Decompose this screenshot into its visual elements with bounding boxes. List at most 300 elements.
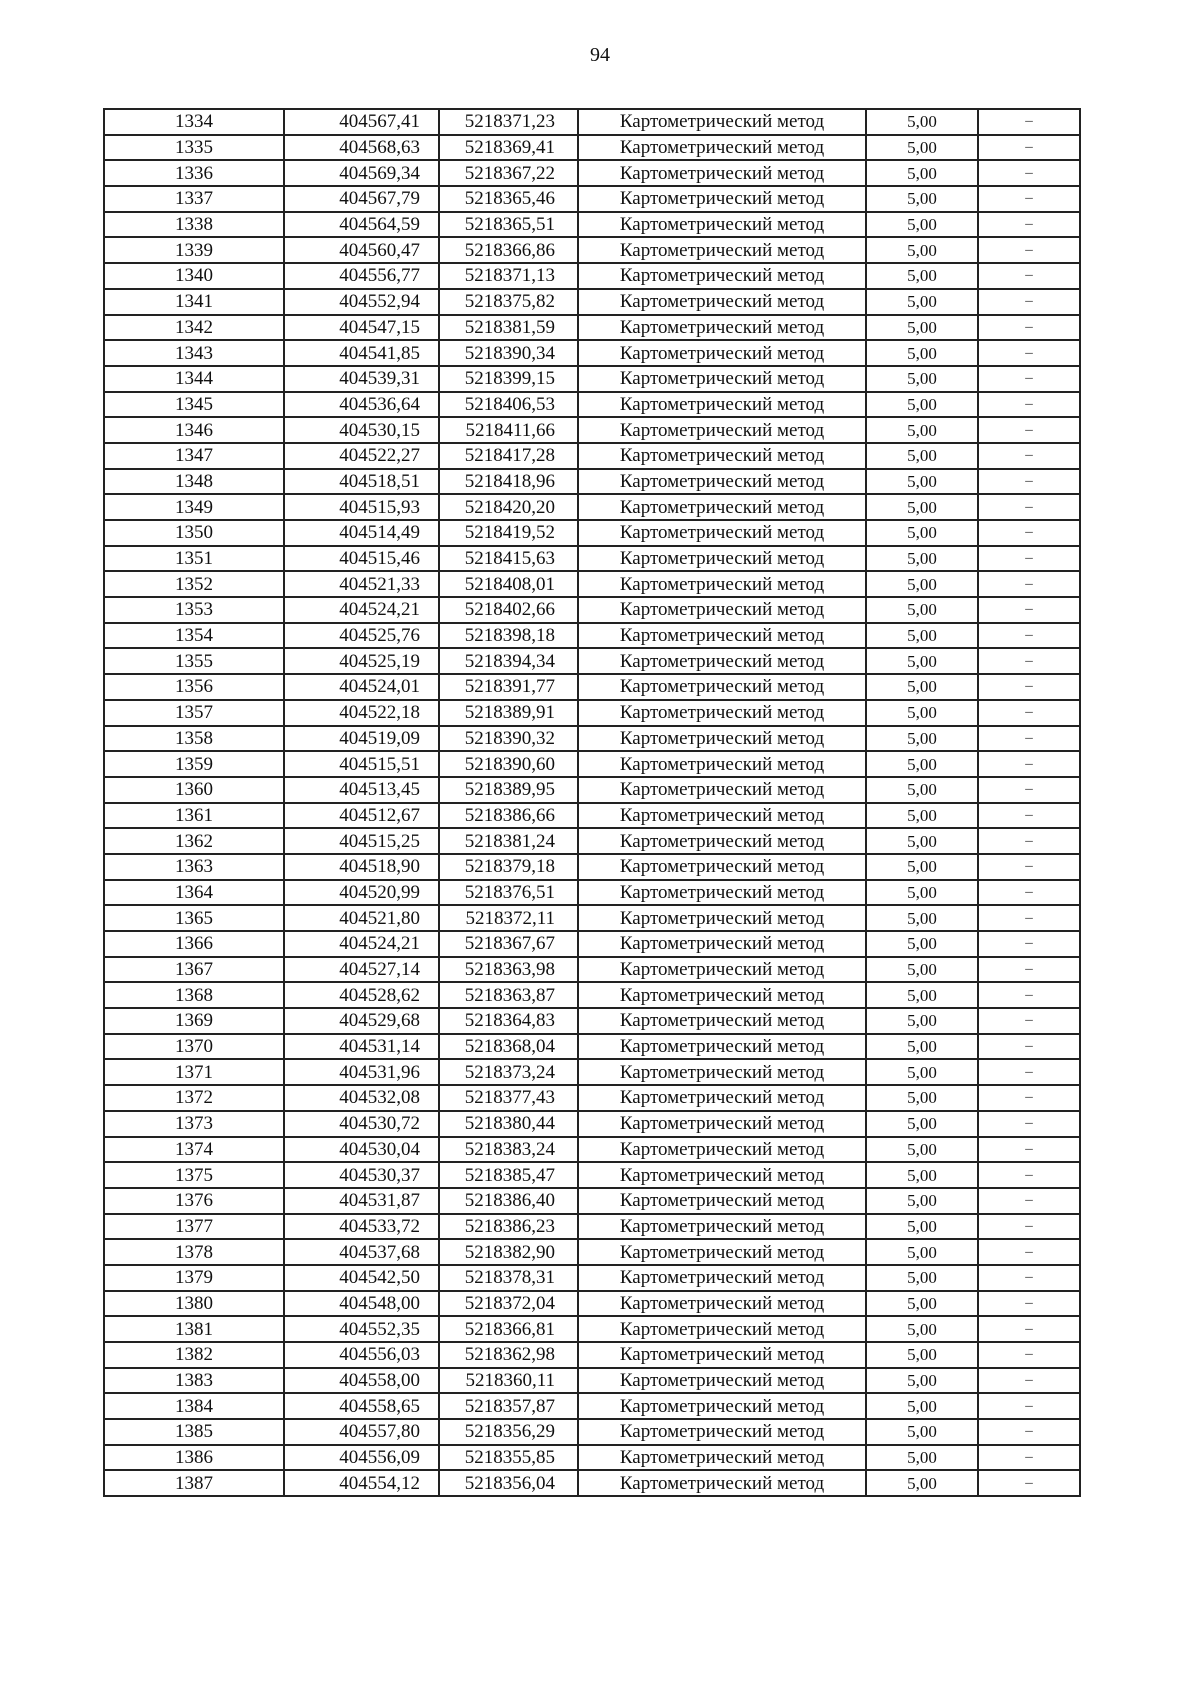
accuracy-cell: 5,00 — [866, 1085, 978, 1111]
x-coordinate-cell: 404569,34 — [284, 160, 439, 186]
method-cell: Картометрический метод — [578, 957, 866, 983]
table-row — [104, 674, 1080, 700]
note-cell: – — [978, 1085, 1080, 1111]
table-row — [104, 957, 1080, 983]
accuracy-cell: 5,00 — [866, 135, 978, 161]
y-coordinate-cell: 5218382,90 — [439, 1239, 578, 1265]
y-coordinate-cell: 5218419,52 — [439, 520, 578, 546]
method-cell: Картометрический метод — [578, 1137, 866, 1163]
x-coordinate-cell: 404515,51 — [284, 751, 439, 777]
point-number-cell: 1341 — [104, 289, 284, 315]
y-coordinate-cell: 5218379,18 — [439, 854, 578, 880]
accuracy-cell: 5,00 — [866, 1316, 978, 1342]
x-coordinate-cell: 404512,67 — [284, 803, 439, 829]
note-cell: – — [978, 520, 1080, 546]
note-cell: – — [978, 546, 1080, 572]
y-coordinate-cell: 5218394,34 — [439, 648, 578, 674]
y-coordinate-cell: 5218398,18 — [439, 623, 578, 649]
y-coordinate-cell: 5218367,67 — [439, 931, 578, 957]
table-row — [104, 1265, 1080, 1291]
x-coordinate-cell: 404557,80 — [284, 1419, 439, 1445]
method-cell: Картометрический метод — [578, 880, 866, 906]
x-coordinate-cell: 404542,50 — [284, 1265, 439, 1291]
table-row — [104, 1085, 1080, 1111]
x-coordinate-cell: 404536,64 — [284, 392, 439, 418]
note-cell: – — [978, 289, 1080, 315]
point-number-cell: 1372 — [104, 1085, 284, 1111]
note-cell: – — [978, 931, 1080, 957]
point-number-cell: 1342 — [104, 315, 284, 341]
x-coordinate-cell: 404524,01 — [284, 674, 439, 700]
table-row — [104, 880, 1080, 906]
note-cell: – — [978, 803, 1080, 829]
note-cell: – — [978, 1316, 1080, 1342]
point-number-cell: 1369 — [104, 1008, 284, 1034]
method-cell: Картометрический метод — [578, 289, 866, 315]
method-cell: Картометрический метод — [578, 1342, 866, 1368]
x-coordinate-cell: 404518,90 — [284, 854, 439, 880]
table-row — [104, 1034, 1080, 1060]
accuracy-cell: 5,00 — [866, 237, 978, 263]
accuracy-cell: 5,00 — [866, 597, 978, 623]
point-number-cell: 1383 — [104, 1368, 284, 1394]
table-row — [104, 1445, 1080, 1471]
point-number-cell: 1356 — [104, 674, 284, 700]
method-cell: Картометрический метод — [578, 520, 866, 546]
accuracy-cell: 5,00 — [866, 880, 978, 906]
table-row — [104, 623, 1080, 649]
table-row — [104, 340, 1080, 366]
page-number: 94 — [590, 44, 610, 66]
x-coordinate-cell: 404520,99 — [284, 880, 439, 906]
accuracy-cell: 5,00 — [866, 469, 978, 495]
y-coordinate-cell: 5218390,32 — [439, 726, 578, 752]
method-cell: Картометрический метод — [578, 597, 866, 623]
method-cell: Картометрический метод — [578, 1188, 866, 1214]
x-coordinate-cell: 404530,72 — [284, 1111, 439, 1137]
table-row — [104, 1419, 1080, 1445]
accuracy-cell: 5,00 — [866, 160, 978, 186]
accuracy-cell: 5,00 — [866, 109, 978, 135]
method-cell: Картометрический метод — [578, 315, 866, 341]
point-number-cell: 1381 — [104, 1316, 284, 1342]
x-coordinate-cell: 404552,35 — [284, 1316, 439, 1342]
point-number-cell: 1386 — [104, 1445, 284, 1471]
accuracy-cell: 5,00 — [866, 1291, 978, 1317]
x-coordinate-cell: 404548,00 — [284, 1291, 439, 1317]
y-coordinate-cell: 5218389,95 — [439, 777, 578, 803]
x-coordinate-cell: 404519,09 — [284, 726, 439, 752]
point-number-cell: 1338 — [104, 212, 284, 238]
y-coordinate-cell: 5218415,63 — [439, 546, 578, 572]
accuracy-cell: 5,00 — [866, 777, 978, 803]
accuracy-cell: 5,00 — [866, 1393, 978, 1419]
note-cell: – — [978, 186, 1080, 212]
note-cell: – — [978, 700, 1080, 726]
note-cell: – — [978, 597, 1080, 623]
point-number-cell: 1345 — [104, 392, 284, 418]
note-cell: – — [978, 109, 1080, 135]
x-coordinate-cell: 404522,27 — [284, 443, 439, 469]
method-cell: Картометрический метод — [578, 1239, 866, 1265]
note-cell: – — [978, 674, 1080, 700]
note-cell: – — [978, 1034, 1080, 1060]
accuracy-cell: 5,00 — [866, 674, 978, 700]
y-coordinate-cell: 5218383,24 — [439, 1137, 578, 1163]
table-row — [104, 1470, 1080, 1496]
method-cell: Картометрический метод — [578, 109, 866, 135]
note-cell: – — [978, 648, 1080, 674]
x-coordinate-cell: 404560,47 — [284, 237, 439, 263]
point-number-cell: 1344 — [104, 366, 284, 392]
note-cell: – — [978, 263, 1080, 289]
y-coordinate-cell: 5218381,59 — [439, 315, 578, 341]
table-row — [104, 726, 1080, 752]
method-cell: Картометрический метод — [578, 777, 866, 803]
table-row — [104, 803, 1080, 829]
x-coordinate-cell: 404530,04 — [284, 1137, 439, 1163]
note-cell: – — [978, 1419, 1080, 1445]
method-cell: Картометрический метод — [578, 1393, 866, 1419]
method-cell: Картометрический метод — [578, 623, 866, 649]
x-coordinate-cell: 404525,19 — [284, 648, 439, 674]
method-cell: Картометрический метод — [578, 1368, 866, 1394]
x-coordinate-cell: 404530,37 — [284, 1162, 439, 1188]
y-coordinate-cell: 5218417,28 — [439, 443, 578, 469]
method-cell: Картометрический метод — [578, 546, 866, 572]
y-coordinate-cell: 5218372,04 — [439, 1291, 578, 1317]
note-cell: – — [978, 828, 1080, 854]
x-coordinate-cell: 404515,93 — [284, 494, 439, 520]
method-cell: Картометрический метод — [578, 726, 866, 752]
accuracy-cell: 5,00 — [866, 1214, 978, 1240]
table-row — [104, 417, 1080, 443]
note-cell: – — [978, 905, 1080, 931]
y-coordinate-cell: 5218368,04 — [439, 1034, 578, 1060]
y-coordinate-cell: 5218378,31 — [439, 1265, 578, 1291]
table-row — [104, 648, 1080, 674]
point-number-cell: 1347 — [104, 443, 284, 469]
table-row — [104, 392, 1080, 418]
method-cell: Картометрический метод — [578, 828, 866, 854]
table-row — [104, 905, 1080, 931]
note-cell: – — [978, 1008, 1080, 1034]
note-cell: – — [978, 135, 1080, 161]
note-cell: – — [978, 1214, 1080, 1240]
accuracy-cell: 5,00 — [866, 957, 978, 983]
point-number-cell: 1352 — [104, 571, 284, 597]
point-number-cell: 1384 — [104, 1393, 284, 1419]
note-cell: – — [978, 982, 1080, 1008]
method-cell: Картометрический метод — [578, 1059, 866, 1085]
note-cell: – — [978, 212, 1080, 238]
x-coordinate-cell: 404532,08 — [284, 1085, 439, 1111]
y-coordinate-cell: 5218420,20 — [439, 494, 578, 520]
method-cell: Картометрический метод — [578, 1214, 866, 1240]
method-cell: Картометрический метод — [578, 392, 866, 418]
accuracy-cell: 5,00 — [866, 263, 978, 289]
x-coordinate-cell: 404547,15 — [284, 315, 439, 341]
point-number-cell: 1340 — [104, 263, 284, 289]
accuracy-cell: 5,00 — [866, 982, 978, 1008]
y-coordinate-cell: 5218411,66 — [439, 417, 578, 443]
note-cell: – — [978, 494, 1080, 520]
note-cell: – — [978, 1137, 1080, 1163]
accuracy-cell: 5,00 — [866, 366, 978, 392]
y-coordinate-cell: 5218355,85 — [439, 1445, 578, 1471]
note-cell: – — [978, 1368, 1080, 1394]
y-coordinate-cell: 5218371,13 — [439, 263, 578, 289]
method-cell: Картометрический метод — [578, 1111, 866, 1137]
point-number-cell: 1354 — [104, 623, 284, 649]
method-cell: Картометрический метод — [578, 366, 866, 392]
x-coordinate-cell: 404521,80 — [284, 905, 439, 931]
point-number-cell: 1335 — [104, 135, 284, 161]
table-row — [104, 1008, 1080, 1034]
x-coordinate-cell: 404530,15 — [284, 417, 439, 443]
method-cell: Картометрический метод — [578, 700, 866, 726]
method-cell: Картометрический метод — [578, 1419, 866, 1445]
note-cell: – — [978, 957, 1080, 983]
y-coordinate-cell: 5218366,81 — [439, 1316, 578, 1342]
accuracy-cell: 5,00 — [866, 623, 978, 649]
method-cell: Картометрический метод — [578, 803, 866, 829]
accuracy-cell: 5,00 — [866, 1342, 978, 1368]
accuracy-cell: 5,00 — [866, 1419, 978, 1445]
method-cell: Картометрический метод — [578, 469, 866, 495]
y-coordinate-cell: 5218375,82 — [439, 289, 578, 315]
table-row — [104, 1214, 1080, 1240]
y-coordinate-cell: 5218377,43 — [439, 1085, 578, 1111]
x-coordinate-cell: 404531,14 — [284, 1034, 439, 1060]
x-coordinate-cell: 404539,31 — [284, 366, 439, 392]
table-row — [104, 854, 1080, 880]
point-number-cell: 1363 — [104, 854, 284, 880]
accuracy-cell: 5,00 — [866, 648, 978, 674]
point-number-cell: 1379 — [104, 1265, 284, 1291]
method-cell: Картометрический метод — [578, 931, 866, 957]
y-coordinate-cell: 5218376,51 — [439, 880, 578, 906]
note-cell: – — [978, 1393, 1080, 1419]
point-number-cell: 1365 — [104, 905, 284, 931]
table-row — [104, 931, 1080, 957]
x-coordinate-cell: 404524,21 — [284, 597, 439, 623]
accuracy-cell: 5,00 — [866, 1368, 978, 1394]
y-coordinate-cell: 5218357,87 — [439, 1393, 578, 1419]
method-cell: Картометрический метод — [578, 212, 866, 238]
table-row — [104, 751, 1080, 777]
table-row — [104, 366, 1080, 392]
accuracy-cell: 5,00 — [866, 751, 978, 777]
point-number-cell: 1357 — [104, 700, 284, 726]
point-number-cell: 1378 — [104, 1239, 284, 1265]
point-number-cell: 1359 — [104, 751, 284, 777]
y-coordinate-cell: 5218371,23 — [439, 109, 578, 135]
accuracy-cell: 5,00 — [866, 315, 978, 341]
table-row — [104, 1291, 1080, 1317]
method-cell: Картометрический метод — [578, 1316, 866, 1342]
y-coordinate-cell: 5218372,11 — [439, 905, 578, 931]
x-coordinate-cell: 404541,85 — [284, 340, 439, 366]
y-coordinate-cell: 5218364,83 — [439, 1008, 578, 1034]
point-number-cell: 1368 — [104, 982, 284, 1008]
accuracy-cell: 5,00 — [866, 443, 978, 469]
x-coordinate-cell: 404525,76 — [284, 623, 439, 649]
point-number-cell: 1360 — [104, 777, 284, 803]
y-coordinate-cell: 5218365,46 — [439, 186, 578, 212]
x-coordinate-cell: 404528,62 — [284, 982, 439, 1008]
x-coordinate-cell: 404518,51 — [284, 469, 439, 495]
point-number-cell: 1353 — [104, 597, 284, 623]
point-number-cell: 1362 — [104, 828, 284, 854]
note-cell: – — [978, 1162, 1080, 1188]
point-number-cell: 1374 — [104, 1137, 284, 1163]
coordinates-table — [103, 108, 1081, 1497]
note-cell: – — [978, 392, 1080, 418]
table-row — [104, 263, 1080, 289]
accuracy-cell: 5,00 — [866, 1445, 978, 1471]
note-cell: – — [978, 777, 1080, 803]
note-cell: – — [978, 1265, 1080, 1291]
x-coordinate-cell: 404554,12 — [284, 1470, 439, 1496]
x-coordinate-cell: 404529,68 — [284, 1008, 439, 1034]
x-coordinate-cell: 404521,33 — [284, 571, 439, 597]
y-coordinate-cell: 5218365,51 — [439, 212, 578, 238]
x-coordinate-cell: 404556,77 — [284, 263, 439, 289]
point-number-cell: 1339 — [104, 237, 284, 263]
accuracy-cell: 5,00 — [866, 1239, 978, 1265]
point-number-cell: 1343 — [104, 340, 284, 366]
x-coordinate-cell: 404567,41 — [284, 109, 439, 135]
point-number-cell: 1361 — [104, 803, 284, 829]
x-coordinate-cell: 404527,14 — [284, 957, 439, 983]
point-number-cell: 1348 — [104, 469, 284, 495]
method-cell: Картометрический метод — [578, 237, 866, 263]
y-coordinate-cell: 5218408,01 — [439, 571, 578, 597]
accuracy-cell: 5,00 — [866, 571, 978, 597]
method-cell: Картометрический метод — [578, 263, 866, 289]
point-number-cell: 1364 — [104, 880, 284, 906]
point-number-cell: 1366 — [104, 931, 284, 957]
accuracy-cell: 5,00 — [866, 854, 978, 880]
x-coordinate-cell: 404524,21 — [284, 931, 439, 957]
x-coordinate-cell: 404522,18 — [284, 700, 439, 726]
table-row — [104, 469, 1080, 495]
table-row — [104, 982, 1080, 1008]
accuracy-cell: 5,00 — [866, 1111, 978, 1137]
y-coordinate-cell: 5218386,23 — [439, 1214, 578, 1240]
y-coordinate-cell: 5218362,98 — [439, 1342, 578, 1368]
point-number-cell: 1346 — [104, 417, 284, 443]
point-number-cell: 1337 — [104, 186, 284, 212]
note-cell: – — [978, 160, 1080, 186]
table-row — [104, 1393, 1080, 1419]
table-row — [104, 700, 1080, 726]
note-cell: – — [978, 315, 1080, 341]
table-row — [104, 1111, 1080, 1137]
method-cell: Картометрический метод — [578, 571, 866, 597]
accuracy-cell: 5,00 — [866, 289, 978, 315]
x-coordinate-cell: 404558,00 — [284, 1368, 439, 1394]
table-row — [104, 443, 1080, 469]
accuracy-cell: 5,00 — [866, 186, 978, 212]
accuracy-cell: 5,00 — [866, 1265, 978, 1291]
x-coordinate-cell: 404514,49 — [284, 520, 439, 546]
note-cell: – — [978, 623, 1080, 649]
method-cell: Картометрический метод — [578, 905, 866, 931]
accuracy-cell: 5,00 — [866, 494, 978, 520]
x-coordinate-cell: 404515,25 — [284, 828, 439, 854]
y-coordinate-cell: 5218369,41 — [439, 135, 578, 161]
point-number-cell: 1358 — [104, 726, 284, 752]
point-number-cell: 1367 — [104, 957, 284, 983]
point-number-cell: 1370 — [104, 1034, 284, 1060]
point-number-cell: 1385 — [104, 1419, 284, 1445]
table-row — [104, 1059, 1080, 1085]
accuracy-cell: 5,00 — [866, 931, 978, 957]
table-row — [104, 571, 1080, 597]
note-cell: – — [978, 1291, 1080, 1317]
table-row — [104, 212, 1080, 238]
table-row — [104, 546, 1080, 572]
note-cell: – — [978, 1445, 1080, 1471]
table-row — [104, 597, 1080, 623]
x-coordinate-cell: 404533,72 — [284, 1214, 439, 1240]
x-coordinate-cell: 404567,79 — [284, 186, 439, 212]
point-number-cell: 1375 — [104, 1162, 284, 1188]
accuracy-cell: 5,00 — [866, 1059, 978, 1085]
table-row — [104, 1239, 1080, 1265]
accuracy-cell: 5,00 — [866, 726, 978, 752]
y-coordinate-cell: 5218363,87 — [439, 982, 578, 1008]
method-cell: Картометрический метод — [578, 1008, 866, 1034]
y-coordinate-cell: 5218406,53 — [439, 392, 578, 418]
point-number-cell: 1377 — [104, 1214, 284, 1240]
y-coordinate-cell: 5218385,47 — [439, 1162, 578, 1188]
table-row — [104, 520, 1080, 546]
method-cell: Картометрический метод — [578, 1470, 866, 1496]
table-row — [104, 1137, 1080, 1163]
note-cell: – — [978, 854, 1080, 880]
point-number-cell: 1336 — [104, 160, 284, 186]
x-coordinate-cell: 404537,68 — [284, 1239, 439, 1265]
table-row — [104, 828, 1080, 854]
table-row — [104, 237, 1080, 263]
note-cell: – — [978, 1470, 1080, 1496]
y-coordinate-cell: 5218356,04 — [439, 1470, 578, 1496]
y-coordinate-cell: 5218381,24 — [439, 828, 578, 854]
method-cell: Картометрический метод — [578, 1445, 866, 1471]
point-number-cell: 1387 — [104, 1470, 284, 1496]
method-cell: Картометрический метод — [578, 648, 866, 674]
method-cell: Картометрический метод — [578, 1034, 866, 1060]
accuracy-cell: 5,00 — [866, 212, 978, 238]
accuracy-cell: 5,00 — [866, 1188, 978, 1214]
note-cell: – — [978, 726, 1080, 752]
note-cell: – — [978, 1059, 1080, 1085]
x-coordinate-cell: 404515,46 — [284, 546, 439, 572]
method-cell: Картометрический метод — [578, 751, 866, 777]
table-row — [104, 777, 1080, 803]
y-coordinate-cell: 5218356,29 — [439, 1419, 578, 1445]
table-row — [104, 315, 1080, 341]
method-cell: Картометрический метод — [578, 674, 866, 700]
y-coordinate-cell: 5218389,91 — [439, 700, 578, 726]
point-number-cell: 1334 — [104, 109, 284, 135]
y-coordinate-cell: 5218386,40 — [439, 1188, 578, 1214]
accuracy-cell: 5,00 — [866, 417, 978, 443]
accuracy-cell: 5,00 — [866, 1137, 978, 1163]
